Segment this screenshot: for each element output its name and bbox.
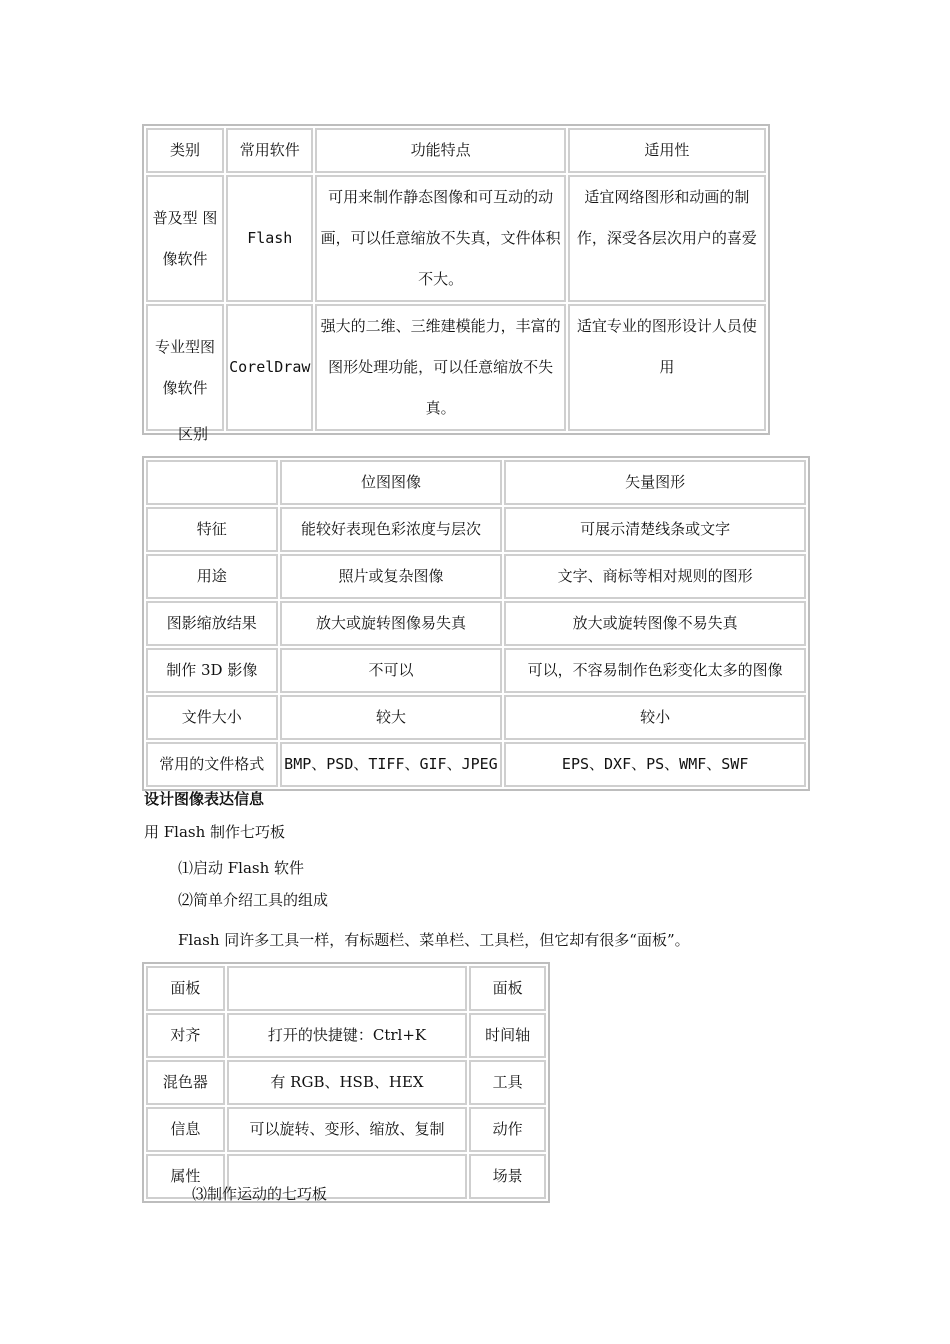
applicability-cell: 适宜网络图形和动画的制作，深受各层次用户的喜爱 bbox=[568, 175, 766, 302]
step-3: ⑶制作运动的七巧板 bbox=[192, 1185, 328, 1203]
table-row bbox=[146, 966, 546, 1011]
vector-cell: 文字、商标等相对规则的图形 bbox=[504, 554, 806, 599]
header-cell: 位图图像 bbox=[280, 460, 503, 505]
table-row bbox=[146, 554, 806, 599]
panel-cell: 工具 bbox=[469, 1060, 546, 1105]
header-cell: 类别 bbox=[146, 128, 224, 173]
header-cell: 适用性 bbox=[568, 128, 766, 173]
software-cell: Flash bbox=[226, 175, 313, 302]
row-label: 图影缩放结果 bbox=[146, 601, 278, 646]
row-label: 常用的文件格式 bbox=[146, 742, 278, 787]
bitmap-cell: 放大或旋转图像易失真 bbox=[280, 601, 503, 646]
description-cell: 可以旋转、变形、缩放、复制 bbox=[227, 1107, 467, 1152]
bitmap-cell: 能较好表现色彩浓度与层次 bbox=[280, 507, 503, 552]
table-row bbox=[146, 601, 806, 646]
panel-cell: 属性 bbox=[146, 1154, 225, 1199]
header-cell bbox=[146, 460, 278, 505]
table-row bbox=[146, 304, 766, 431]
vector-cell: 较小 bbox=[504, 695, 806, 740]
table-row bbox=[146, 507, 806, 552]
difference-label: 区别 bbox=[178, 425, 209, 443]
vector-cell: 可以，不容易制作色彩变化太多的图像 bbox=[504, 648, 806, 693]
row-label: 文件大小 bbox=[146, 695, 278, 740]
panels-paragraph: Flash 同许多工具一样，有标题栏、菜单栏、工具栏，但它却有很多“面板”。 bbox=[178, 931, 690, 949]
panel-cell: 混色器 bbox=[146, 1060, 225, 1105]
bitmap-cell: 不可以 bbox=[280, 648, 503, 693]
category-cell: 专业型图像软件 bbox=[146, 304, 224, 431]
software-comparison-table bbox=[142, 124, 770, 435]
vector-cell: 放大或旋转图像不易失真 bbox=[504, 601, 806, 646]
panel-cell: 时间轴 bbox=[469, 1013, 546, 1058]
section-heading: 设计图像表达信息 bbox=[144, 790, 265, 808]
table-row bbox=[146, 175, 766, 302]
applicability-cell: 适宜专业的图形设计人员使用 bbox=[568, 304, 766, 431]
vector-cell: 可展示清楚线条或文字 bbox=[504, 507, 806, 552]
panel-cell: 面板 bbox=[469, 966, 546, 1011]
panel-cell: 信息 bbox=[146, 1107, 225, 1152]
flash-panels-table bbox=[142, 962, 550, 1203]
table-row bbox=[146, 1060, 546, 1105]
table-row bbox=[146, 1107, 546, 1152]
bitmap-vector-table bbox=[142, 456, 810, 791]
description-cell: 有 RGB、HSB、HEX bbox=[227, 1060, 467, 1105]
bitmap-cell: BMP、PSD、TIFF、GIF、JPEG bbox=[280, 742, 503, 787]
panel-cell: 场景 bbox=[469, 1154, 546, 1199]
table-header-row bbox=[146, 460, 806, 505]
step-1: ⑴启动 Flash 软件 bbox=[178, 859, 305, 877]
description-cell bbox=[227, 966, 467, 1011]
panel-cell: 对齐 bbox=[146, 1013, 225, 1058]
description-cell: 打开的快捷键：Ctrl+K bbox=[227, 1013, 467, 1058]
step-2: ⑵简单介绍工具的组成 bbox=[178, 891, 329, 909]
table-row bbox=[146, 648, 806, 693]
panel-cell: 动作 bbox=[469, 1107, 546, 1152]
software-cell: CorelDraw bbox=[226, 304, 313, 431]
row-label: 用途 bbox=[146, 554, 278, 599]
header-cell: 常用软件 bbox=[226, 128, 313, 173]
feature-cell: 可用来制作静态图像和可互动的动画，可以任意缩放不失真，文件体积不大。 bbox=[315, 175, 565, 302]
bitmap-cell: 照片或复杂图像 bbox=[280, 554, 503, 599]
table-row bbox=[146, 695, 806, 740]
header-cell: 功能特点 bbox=[315, 128, 565, 173]
table-header-row bbox=[146, 128, 766, 173]
row-label: 制作 3D 影像 bbox=[146, 648, 278, 693]
intro-paragraph: 用 Flash 制作七巧板 bbox=[144, 823, 286, 841]
panel-cell: 面板 bbox=[146, 966, 225, 1011]
bitmap-cell: 较大 bbox=[280, 695, 503, 740]
feature-cell: 强大的二维、三维建模能力，丰富的图形处理功能，可以任意缩放不失真。 bbox=[315, 304, 565, 431]
table-row bbox=[146, 1013, 546, 1058]
vector-cell: EPS、DXF、PS、WMF、SWF bbox=[504, 742, 806, 787]
header-cell: 矢量图形 bbox=[504, 460, 806, 505]
row-label: 特征 bbox=[146, 507, 278, 552]
category-cell: 普及型 图像软件 bbox=[146, 175, 224, 302]
table-row bbox=[146, 742, 806, 787]
